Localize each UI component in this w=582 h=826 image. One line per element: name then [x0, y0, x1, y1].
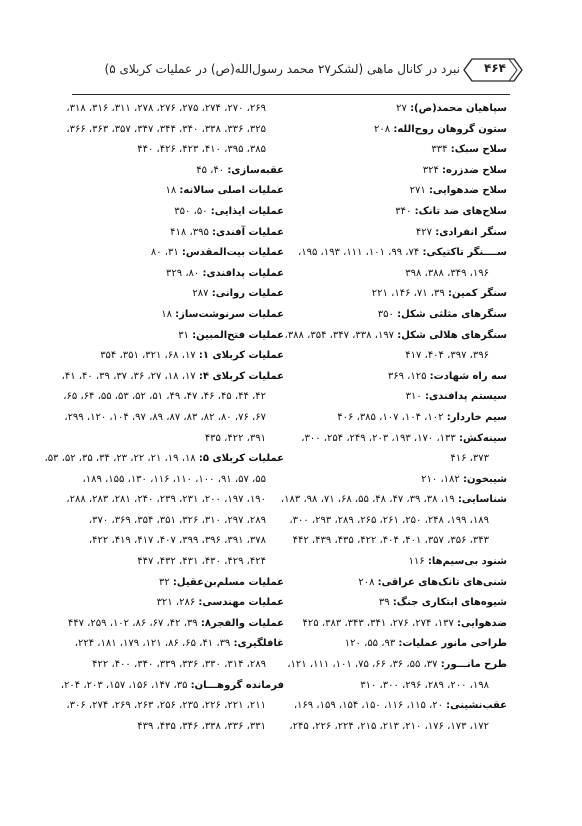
index-pages: ۱۳۷، ۲۷۴، ۲۷۶، ۳۴۱، ۳۴۳، ۳۸۳، ۴۲۵ [302, 617, 454, 629]
index-pages: ۲۶۹، ۲۷۰، ۲۷۴، ۲۷۵، ۲۷۶، ۲۷۸، ۳۱۱، ۳۱۶، ۳۱۸، [66, 103, 266, 114]
index-term: سلاح ضدزره: [442, 164, 507, 176]
index-term: ســــنگر تاکتیکی: [422, 247, 507, 259]
index-pages: ۷۴، ۹۹، ۱۰۱، ۱۱۱، ۱۹۳، ۱۹۵، [298, 247, 420, 259]
index-pages: ۳۳۱، ۳۳۶، ۳۳۸، ۳۴۶، ۴۳۵، ۴۳۹ [137, 720, 266, 732]
index-pages: ۱۸۹، ۱۹۹، ۲۴۸، ۲۵۰، ۲۶۱، ۲۶۵، ۲۸۹، ۲۹۳، ۳۰۰، [289, 514, 489, 526]
index-term: عملیات ایذایی: [210, 205, 284, 217]
index-term: سیستم پدافندی: [424, 391, 507, 403]
index-entry-continuation [66, 531, 284, 552]
index-term: ضدهوایی: [457, 617, 507, 629]
index-pages: ۲۰۸ [374, 123, 391, 135]
index-pages: ۸۰، ۳۲۹ [166, 267, 200, 279]
index-term: عملیات کربلای ۱: [198, 350, 284, 362]
index-entry [66, 305, 284, 326]
index-pages: ۱۹، ۳۸، ۳۹، ۴۷، ۴۸، ۵۵، ۶۸، ۷۱، ۹۸، ۱۸۳، [280, 494, 455, 506]
index-entry [289, 429, 507, 450]
index-entry [289, 202, 507, 223]
index-entry-continuation [66, 140, 284, 161]
index-entry [289, 223, 507, 244]
index-pages: ۱۷، ۱۸، ۲۷، ۳۶، ۳۷، ۳۹، ۴۰، ۴۱، [61, 370, 196, 382]
index-term: عملیات کربلای ۵: [198, 453, 284, 465]
index-pages: ۴۲، ۴۴، ۴۵، ۴۶، ۴۷، ۴۹، ۵۱، ۵۲، ۵۳، ۵۵، ۶۴، ۶۵، [63, 391, 266, 403]
index-entry [289, 99, 507, 120]
index-pages: ۳۹۵، ۴۱۸ [170, 226, 209, 238]
index-pages: ۴۰، ۴۵ [196, 164, 225, 176]
index-entry [66, 593, 284, 614]
index-pages: ۳۹، ۴۱، ۶۵، ۸۶، ۱۲۱، ۱۷۹، ۱۸۱، ۲۲۴، [74, 638, 231, 650]
index-pages: ۲۷ [396, 103, 407, 114]
index-pages: ۱۲۵، ۳۶۹ [387, 370, 427, 382]
index-entry [289, 243, 507, 264]
index-entry [289, 696, 507, 717]
index-entry [66, 634, 284, 655]
index-pages: ۳۹۶، ۳۹۷، ۴۰۴، ۴۱۷ [405, 350, 489, 362]
index-pages: ۱۱۶ [408, 556, 425, 568]
index-pages: ۱۹۷، ۳۳۸، ۳۴۷، ۳۵۴، ۳۸۸، [284, 329, 395, 341]
index-pages: ۳۱، ۸۰ [150, 247, 179, 259]
index-entry [289, 140, 507, 161]
index-pages: ۱۸ [161, 308, 172, 320]
index-term: عملیات اصلی سالانه: [179, 185, 284, 197]
index-entry [66, 346, 284, 367]
index-term: عملیات فتح‌المبین: [192, 329, 284, 341]
index-entry-continuation [289, 264, 507, 285]
index-entry-continuation [66, 120, 284, 141]
index-entry [289, 305, 507, 326]
index-pages: ۳۹، ۴۲، ۶۷، ۸۶، ۱۰۲، ۲۵۹، ۴۴۷ [67, 617, 198, 629]
index-pages: ۳۹، ۷۱، ۱۴۶، ۲۲۱ [371, 288, 445, 300]
index-entry-continuation [66, 717, 284, 738]
index-entry [289, 573, 507, 594]
page-number: ۴۶۴ [484, 61, 506, 75]
index-entry [61, 367, 284, 388]
index-entry-continuation [289, 717, 507, 738]
index-pages: ۴۲۷ [415, 226, 433, 238]
index-pages: ۶۷، ۷۶، ۸۰، ۸۲، ۸۳، ۸۷، ۸۹، ۹۷، ۱۰۴، ۱۲۰، ۲۹۹، [64, 411, 266, 423]
index-pages: ۱۹۶، ۳۴۹، ۳۸۸، ۳۹۸ [405, 267, 489, 279]
index-term: عملیات مهندسی: [198, 597, 284, 609]
index-pages: ۳۸۵، ۳۹۵، ۴۱۰، ۴۲۳، ۴۲۶، ۴۴۰ [137, 144, 266, 156]
index-term: طرح مانـــور: [440, 659, 507, 671]
index-term: سپاهیان محمد(ص): [410, 103, 507, 114]
index-entry [284, 326, 507, 347]
index-term: سلاح ضدهوایی: [428, 185, 507, 197]
index-entry [289, 284, 507, 305]
index-entry [66, 243, 284, 264]
index-pages: ۳۷۳، ۴۱۶ [450, 453, 489, 465]
index-entry [289, 367, 507, 388]
index-pages: ۳۹۱، ۴۲۲، ۴۳۵ [204, 432, 266, 444]
index-entry [289, 387, 507, 408]
index-pages: ۱۷۲، ۱۷۳، ۱۷۶، ۲۱۰، ۲۱۳، ۲۱۵، ۲۲۴، ۲۲۶، ۲۴۵، [289, 720, 489, 732]
index-term: عملیات آفندی: [212, 226, 284, 238]
index-term: سنگرهای مثلثی شکل: [397, 308, 507, 320]
index-entry-continuation [289, 676, 507, 697]
index-term: عملیات روانی: [211, 288, 284, 300]
index-pages: ۳۲۵، ۳۳۶، ۳۳۸، ۳۴۰، ۳۴۴، ۳۴۷، ۳۵۷، ۳۶۳، ۳۶۶، [66, 123, 266, 135]
index-pages: ۱۹۰، ۱۹۷، ۲۰۰، ۲۳۱، ۲۳۹، ۲۴۰، ۲۸۱، ۲۸۳، ۲۸۸، [66, 494, 266, 506]
index-entry [289, 634, 507, 655]
index-term: سه راه شهادت: [429, 370, 507, 382]
index-pages: ۱۸، ۱۹، ۲۱، ۲۲، ۲۳، ۳۴، ۳۵، ۵۲، ۵۳، [44, 453, 196, 465]
index-term: سنگر کمین: [447, 288, 507, 300]
page-number-badge [462, 57, 524, 83]
index-entry-continuation [63, 387, 284, 408]
index-entry-continuation [66, 490, 284, 511]
index-entry [66, 202, 284, 223]
index-entry [44, 449, 284, 470]
index-entry [289, 161, 507, 182]
index-pages: ۲۸۶، ۳۲۱ [156, 597, 196, 609]
index-term: سلاح سبک: [450, 144, 507, 156]
index-entry-continuation [289, 531, 507, 552]
index-entry [289, 655, 507, 676]
index-column-right [280, 99, 507, 737]
index-term: سیم خاردار: [446, 411, 507, 423]
index-pages: ۳۱ [178, 329, 189, 341]
index-pages: ۲۰۸ [358, 576, 375, 588]
index-entry [66, 573, 284, 594]
index-term: ستون گروهان روح‌الله: [393, 123, 507, 135]
index-term: عقب‌نشینی: [446, 700, 507, 712]
index-entry-continuation [66, 470, 284, 491]
index-pages: ۳۴۳، ۳۵۶، ۳۵۷، ۴۰۱، ۴۰۴، ۴۲۲، ۴۳۵، ۴۳۹، ۴۴۲ [292, 535, 489, 547]
index-pages: ۱۸۲، ۲۱۰ [421, 473, 460, 485]
index-pages: ۳۵، ۱۴۷، ۱۵۶، ۱۵۷، ۲۰۳، ۲۰۴، [60, 679, 188, 691]
index-pages: ۵۵، ۵۷، ۹۱، ۱۰۰، ۱۱۰، ۱۱۶، ۱۳۰، ۱۵۵، ۱۸۹، [82, 473, 266, 485]
index-term: شنود بی‌سیم‌ها: [427, 556, 507, 568]
index-pages: ۲۸۷ [192, 288, 209, 300]
index-term: عملیات سرنوشت‌ساز: [175, 308, 284, 320]
index-entry [66, 614, 284, 635]
index-entry [280, 490, 507, 511]
index-entry [289, 593, 507, 614]
index-pages: ۱۰۲، ۱۰۴، ۱۰۷، ۳۸۵، ۴۰۶ [337, 411, 444, 423]
index-entry [289, 120, 507, 141]
index-pages: ۲۸۹، ۲۹۷، ۳۱۰، ۳۲۶، ۳۵۱، ۳۵۴، ۳۶۹، ۳۷۰، [88, 514, 266, 526]
index-pages: ۲۷۱ [409, 185, 426, 197]
index-pages: ۳۲ [158, 576, 170, 588]
index-pages: ۲۱۱، ۲۲۱، ۲۲۶، ۲۳۵، ۲۵۶، ۲۶۳، ۲۶۹، ۲۷۴، ۳۰۶، [66, 700, 266, 712]
index-term: عملیات پدافندی: [202, 267, 284, 279]
index-term: عملیات بیت‌المقدس: [181, 247, 284, 259]
index-entry-continuation [66, 552, 284, 573]
index-entry-continuation [66, 696, 284, 717]
index-term: سینه‌کش: [458, 432, 507, 444]
index-pages: ۱۸ [165, 185, 177, 197]
index-term: سلاح‌های ضد تانک: [414, 205, 507, 217]
index-term: عملیات مسلم‌بن‌عقیل: [172, 576, 284, 588]
index-pages: ۲۰، ۱۱۵، ۱۱۶، ۱۵۰، ۱۵۴، ۱۵۹، ۱۶۹، [293, 700, 443, 712]
index-term: شیوه‌های ابتکاری جنگ: [392, 597, 507, 609]
index-pages: ۳۳۴ [431, 144, 448, 156]
index-entry [66, 161, 284, 182]
index-entry-continuation [289, 511, 507, 532]
index-entry [289, 181, 507, 202]
index-pages: ۳۷، ۵۵، ۳۶، ۶۶، ۷۵، ۱۰۱، ۱۱۱، ۱۲۱، [287, 659, 438, 671]
index-pages: ۳۹ [378, 597, 390, 609]
index-entry [60, 676, 284, 697]
index-term: سنگر انفرادی: [435, 226, 507, 238]
index-entry [66, 223, 284, 244]
index-pages: ۳۷۸، ۳۹۱، ۳۹۶، ۳۹۹، ۴۰۷، ۴۱۷، ۴۱۹، ۴۲۲، [88, 535, 266, 547]
index-entry [66, 326, 284, 347]
index-entry [289, 614, 507, 635]
index-entry-continuation [66, 408, 284, 429]
index-pages: ۱۷، ۶۸، ۳۲۱، ۳۵۱، ۳۵۴ [100, 350, 196, 362]
index-term: عملیات کربلای ۴: [198, 370, 284, 382]
index-term: شناسایی: [457, 494, 507, 506]
index-pages: ۵۰، ۳۵۰ [174, 205, 208, 217]
index-entry-continuation [289, 346, 507, 367]
index-term: سنگرهای هلالی شکل: [397, 329, 507, 341]
index-entry [66, 284, 284, 305]
index-pages: ۳۵۰ [377, 308, 394, 320]
index-pages: ۱۹۸، ۲۰۰، ۲۸۹، ۲۹۶، ۳۰۰، ۳۱۰ [360, 679, 489, 691]
index-entry-continuation [289, 449, 507, 470]
index-term: شنی‌های تانک‌های عراقی: [377, 576, 507, 588]
index-pages: ۳۱۰ [405, 391, 422, 403]
index-term: شیبخون: [462, 473, 507, 485]
index-term: عملیات والفجر۸: [200, 617, 284, 629]
index-pages: ۱۳۳، ۱۷۰، ۱۹۳، ۲۰۳، ۲۴۹، ۲۵۴، ۳۰۰، [301, 432, 456, 444]
index-entry-continuation [66, 511, 284, 532]
index-pages: ۳۲۴ [422, 164, 439, 176]
header-rule [72, 94, 510, 95]
index-term: غافلگیری: [233, 638, 284, 650]
index-term: فرمانده گروهـــان: [190, 679, 284, 691]
running-title: نبرد در کانال ماهی (لشکر۲۷ محمد رسول‌الله(ص) در عملیات کربلای ۵) [104, 62, 460, 76]
index-entry [66, 181, 284, 202]
index-pages: ۹۳، ۵۵، ۱۲۰ [344, 638, 396, 650]
index-term: طراحی مانور عملیات: [398, 638, 507, 650]
index-entry [289, 408, 507, 429]
index-entry-continuation [66, 655, 284, 676]
index-pages: ۲۸۹، ۳۱۴، ۳۳۰، ۳۳۶، ۳۳۹، ۳۴۰، ۴۰۰، ۴۲۲ [92, 659, 266, 671]
index-column-left [44, 99, 284, 737]
index-entry [289, 552, 507, 573]
index-entry [289, 470, 507, 491]
index-pages: ۴۲۴، ۴۲۹، ۴۳۰، ۴۳۱، ۴۳۲، ۴۴۷ [137, 556, 266, 568]
index-entry-continuation [66, 99, 284, 120]
index-term: عقبه‌سازی: [227, 164, 284, 176]
index-entry-continuation [66, 429, 284, 450]
index-pages: ۳۴۰ [395, 205, 412, 217]
index-entry [66, 264, 284, 285]
